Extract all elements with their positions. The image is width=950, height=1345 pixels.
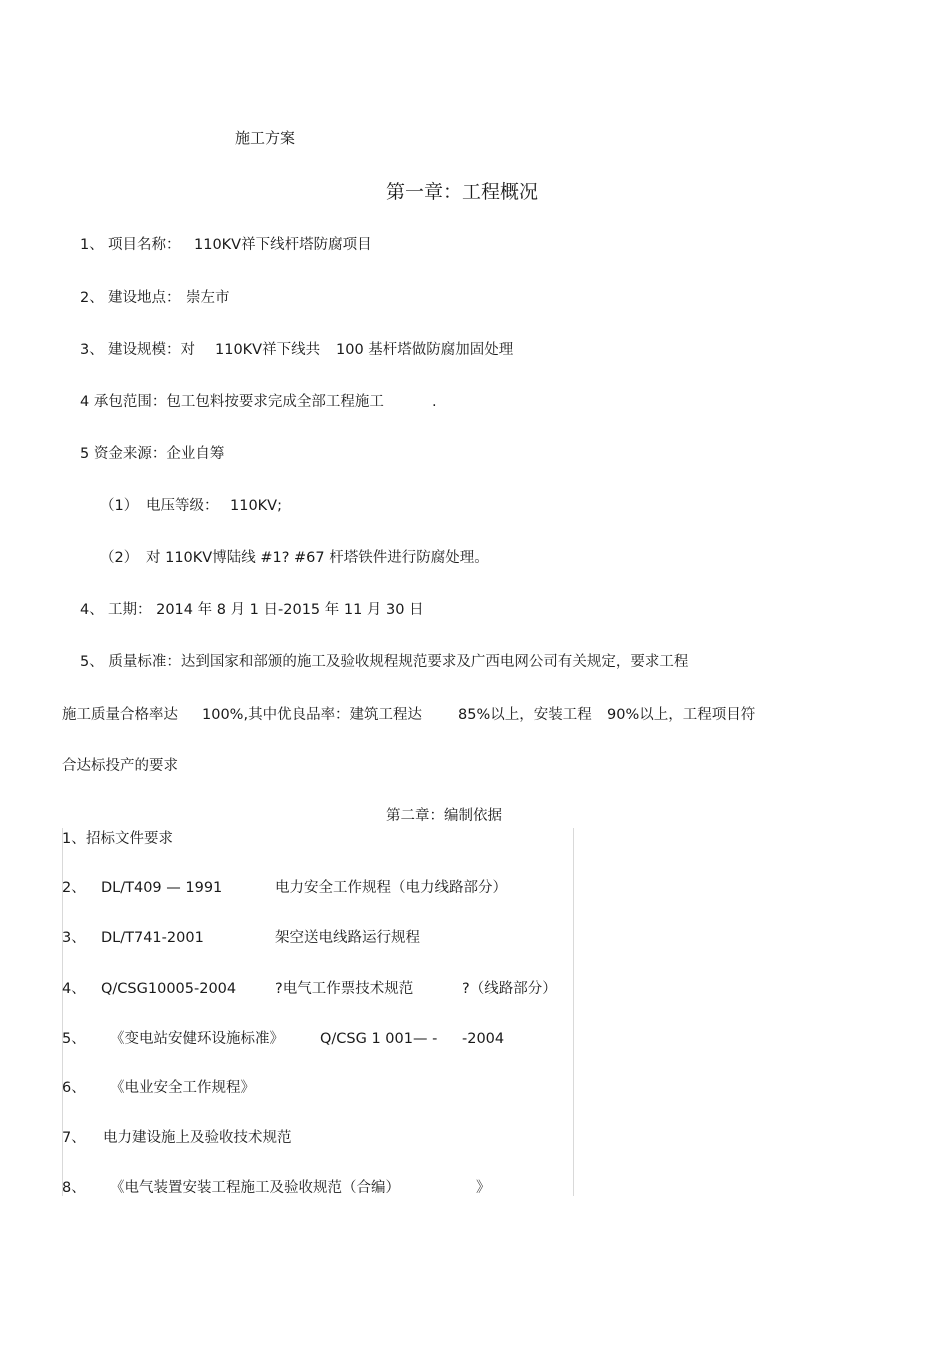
item3-number: 3、 [80,342,104,358]
item2-value: 崇左市 [186,290,230,306]
schedule-text: 工期： 2014 年 8 月 1 日-2015 年 11 月 30 日 [108,602,424,618]
subitem1-label: 电压等级： [146,498,219,514]
basis5-year: -2004 [462,1031,505,1047]
item4-period: . [432,394,437,410]
quality-line2-d: 90%以上，工程项目符 [607,707,756,723]
basis6-title: 《电业安全工作规程》 [110,1080,255,1096]
basis5-code: Q/CSG 1 001— - [320,1031,438,1047]
basis1-text: 招标文件要求 [86,831,173,847]
basis4-number: 4、 [62,981,86,997]
quality-line1: 5、 质量标准：达到国家和部颁的施工及验收规程规范要求及广西电网公司有关规定，要求工程 [80,654,689,670]
basis1-number: 1、 [62,831,86,847]
quality-line2-a: 施工质量合格率达 [62,707,178,723]
basis3-title: 架空送电线路运行规程 [275,930,420,946]
basis2-code: DL/T409 — 1991 [101,880,223,896]
table-right-border [573,828,574,1196]
subitem1-number: （1） [100,498,139,514]
basis4-subtitle: ?（线路部分） [462,981,557,997]
basis3-code: DL/T741-2001 [101,930,204,946]
subitem2-number: （2） [100,550,139,566]
item4-scope: 4 承包范围：包工包料按要求完成全部工程施工 [80,394,384,410]
chapter2-heading: 第二章：编制依据 [386,808,502,824]
basis8-number: 8、 [62,1180,86,1196]
item2-number: 2、 [80,290,104,306]
item3-value-scale: 100 基杆塔做防腐加固处理 [336,342,514,358]
quality-line3: 合达标投产的要求 [62,758,178,774]
basis2-title: 电力安全工作规程（电力线路部分） [275,880,507,896]
basis2-number: 2、 [62,880,86,896]
basis6-number: 6、 [62,1080,86,1096]
item2-label: 建设地点： [108,290,181,306]
item5-funding: 5 资金来源：企业自筹 [80,446,225,462]
item1-label: 项目名称： [108,237,181,253]
basis4-title: ?电气工作票技术规范 [275,981,414,997]
schedule-number: 4、 [80,602,104,618]
subitem1-value: 110KV; [230,498,282,514]
item1-value: 110KV祥下线杆塔防腐项目 [194,237,372,253]
quality-line2-b: 100%,其中优良品率：建筑工程达 [202,707,423,723]
basis8-close: 》 [476,1180,491,1196]
basis3-number: 3、 [62,930,86,946]
basis5-title: 《变电站安健环设施标准》 [110,1031,284,1047]
item1-number: 1、 [80,237,104,253]
quality-line2-c: 85%以上，安装工程 [458,707,592,723]
chapter1-heading: 第一章：工程概况 [386,181,539,203]
basis4-code: Q/CSG10005-2004 [101,981,237,997]
basis8-title: 《电气装置安装工程施工及验收规范（合编） [110,1180,400,1196]
subitem2-text: 对 110KV博陆线 #1? #67 杆塔铁件进行防腐处理。 [146,550,489,566]
basis7-number: 7、 [62,1130,86,1146]
document-title: 施工方案 [235,129,296,147]
item3-value-line: 110KV祥下线共 [215,342,321,358]
item3-label: 建设规模：对 [108,342,195,358]
basis7-title: 电力建设施上及验收技术规范 [103,1130,292,1146]
basis5-number: 5、 [62,1031,86,1047]
